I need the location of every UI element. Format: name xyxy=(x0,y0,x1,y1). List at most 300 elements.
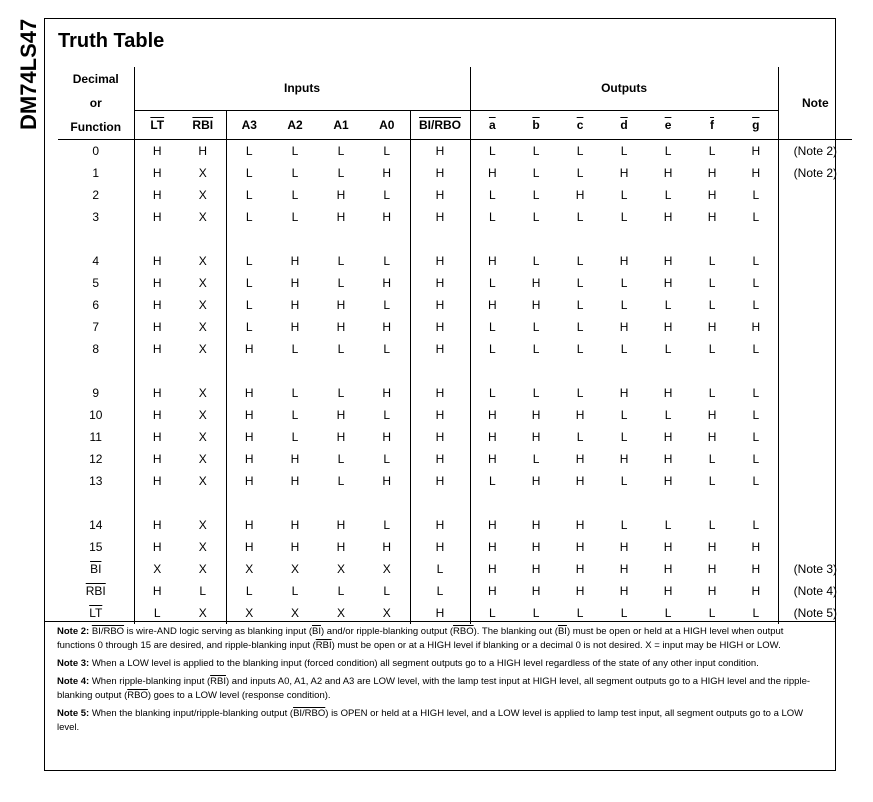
col-header-c: $\overline{c}$ xyxy=(558,110,602,139)
value-cell: H xyxy=(663,166,673,180)
spacer-cell xyxy=(410,228,470,250)
value-cell: X xyxy=(153,562,162,576)
value-cell: L xyxy=(291,144,299,158)
spacer-row xyxy=(58,228,852,250)
value-cell: L xyxy=(410,580,470,602)
value-cell: H xyxy=(364,206,410,228)
value-cell: H xyxy=(410,448,470,470)
value-cell: L xyxy=(620,188,628,202)
note-ref-cell xyxy=(778,206,852,228)
note-text: $\overline{RBI}$ xyxy=(315,640,332,651)
spacer-cell xyxy=(690,360,734,382)
value-cell: H xyxy=(487,452,497,466)
value-cell: H xyxy=(734,536,778,558)
table-row xyxy=(58,184,852,206)
value-cell: H xyxy=(531,276,541,290)
value-cell: H xyxy=(244,452,254,466)
value-cell: H xyxy=(410,536,470,558)
value-cell: H xyxy=(487,166,497,180)
value-cell: L xyxy=(364,140,410,163)
value-cell: H xyxy=(410,338,470,360)
value-cell: H xyxy=(364,426,410,448)
table-row xyxy=(58,206,852,228)
value-cell: H xyxy=(410,382,470,404)
value-cell: H xyxy=(290,474,300,488)
note-ref-cell: (Note 4) xyxy=(793,584,838,598)
spacer-cell xyxy=(364,360,410,382)
value-cell: L xyxy=(153,606,161,620)
value-cell: L xyxy=(532,452,540,466)
value-cell: L xyxy=(245,276,253,290)
spacer-cell xyxy=(558,360,602,382)
value-cell: H xyxy=(364,162,410,184)
value-cell: L xyxy=(620,474,628,488)
value-cell: L xyxy=(245,210,253,224)
value-cell: H xyxy=(336,540,346,554)
value-cell: H xyxy=(619,166,629,180)
note-label: Note 3: xyxy=(57,658,90,669)
col-header-rbi: $\overline{RBI}$ xyxy=(180,110,226,139)
value-cell: L xyxy=(664,518,672,532)
value-cell: L xyxy=(488,276,496,290)
value-cell: L xyxy=(620,430,628,444)
value-cell: H xyxy=(619,452,629,466)
value-cell: H xyxy=(663,562,673,576)
value-cell: L xyxy=(708,452,716,466)
value-cell: L xyxy=(734,382,778,404)
value-cell: H xyxy=(410,162,470,184)
note-ref-cell: (Note 2) xyxy=(793,166,838,180)
value-cell: H xyxy=(734,162,778,184)
value-cell: L xyxy=(576,298,584,312)
value-cell: L xyxy=(364,580,410,602)
col-header-e: $\overline{e}$ xyxy=(646,110,690,139)
value-cell: H xyxy=(410,184,470,206)
note-text: When the blanking input/ripple-blanking output ( xyxy=(91,708,294,719)
value-cell: H xyxy=(707,408,717,422)
col-header-lt: $\overline{LT}$ xyxy=(134,110,180,139)
value-cell: H xyxy=(663,452,673,466)
col-header-b: $\overline{b}$ xyxy=(514,110,558,139)
spacer-row xyxy=(58,492,852,514)
spacer-cell xyxy=(134,492,180,514)
table-row xyxy=(58,580,852,602)
value-cell: X xyxy=(180,338,226,360)
value-cell: L xyxy=(576,342,584,356)
note-label: Note 5: xyxy=(57,708,90,719)
value-cell: L xyxy=(291,210,299,224)
value-cell: H xyxy=(619,562,629,576)
value-cell: L xyxy=(576,320,584,334)
value-cell: H xyxy=(244,474,254,488)
value-cell: H xyxy=(707,540,717,554)
spacer-cell xyxy=(514,492,558,514)
value-cell: L xyxy=(291,188,299,202)
function-cell: 2 xyxy=(58,184,134,206)
value-cell: H xyxy=(152,474,162,488)
value-cell: H xyxy=(619,320,629,334)
table-row xyxy=(58,162,852,184)
table-row xyxy=(58,470,852,492)
value-cell: H xyxy=(180,140,226,163)
value-cell: H xyxy=(707,584,717,598)
value-cell: H xyxy=(619,386,629,400)
value-cell: X xyxy=(364,602,410,624)
value-cell: L xyxy=(488,188,496,202)
value-cell: H xyxy=(152,518,162,532)
value-cell: H xyxy=(663,386,673,400)
value-cell: L xyxy=(576,276,584,290)
value-cell: L xyxy=(664,606,672,620)
page-title: Truth Table xyxy=(58,30,165,52)
spacer-cell xyxy=(470,360,514,382)
value-cell: H xyxy=(152,320,162,334)
value-cell: L xyxy=(708,254,716,268)
notes-section xyxy=(57,625,817,739)
value-cell: X xyxy=(364,558,410,580)
value-cell: L xyxy=(337,254,345,268)
value-cell: H xyxy=(244,342,254,356)
value-cell: H xyxy=(336,298,346,312)
value-cell: L xyxy=(664,144,672,158)
note-paragraph xyxy=(57,675,817,703)
value-cell: H xyxy=(410,426,470,448)
value-cell: H xyxy=(152,452,162,466)
value-cell: H xyxy=(575,474,585,488)
spacer-cell xyxy=(646,360,690,382)
value-cell: X xyxy=(336,562,345,576)
value-cell: H xyxy=(531,474,541,488)
value-cell: L xyxy=(364,448,410,470)
side-title-text: DM74LS47 xyxy=(16,18,41,130)
value-cell: X xyxy=(245,562,254,576)
value-cell: H xyxy=(663,430,673,444)
value-cell: H xyxy=(152,408,162,422)
value-cell: H xyxy=(290,298,300,312)
value-cell: X xyxy=(180,250,226,272)
value-cell: L xyxy=(488,210,496,224)
value-cell: H xyxy=(663,276,673,290)
value-cell: L xyxy=(708,386,716,400)
value-cell: L xyxy=(245,298,253,312)
value-cell: L xyxy=(488,386,496,400)
value-cell: L xyxy=(337,276,345,290)
col-header-f: $\overline{f}$ xyxy=(690,110,734,139)
value-cell: L xyxy=(708,342,716,356)
value-cell: H xyxy=(734,580,778,602)
value-cell: L xyxy=(337,452,345,466)
function-cell: $\overline{LT}$ xyxy=(58,602,134,624)
value-cell: L xyxy=(488,474,496,488)
decimal-header-line1: Decimal xyxy=(72,72,119,86)
spacer-cell xyxy=(58,492,134,514)
value-cell: H xyxy=(734,316,778,338)
value-cell: X xyxy=(180,382,226,404)
function-cell: 13 xyxy=(58,470,134,492)
value-cell: L xyxy=(364,404,410,426)
function-cell: 11 xyxy=(58,426,134,448)
table-row xyxy=(58,426,852,448)
function-cell: 12 xyxy=(58,448,134,470)
col-header-a: $\overline{a}$ xyxy=(470,110,514,139)
note-text: $\overline{BI}$ xyxy=(312,626,321,637)
value-cell: L xyxy=(576,254,584,268)
value-cell: L xyxy=(734,250,778,272)
value-cell: H xyxy=(152,254,162,268)
value-cell: H xyxy=(575,518,585,532)
function-cell: 5 xyxy=(58,272,134,294)
value-cell: H xyxy=(575,408,585,422)
value-cell: H xyxy=(152,342,162,356)
spacer-cell xyxy=(734,492,778,514)
value-cell: L xyxy=(337,474,345,488)
value-cell: L xyxy=(532,166,540,180)
value-cell: X xyxy=(245,606,254,620)
value-cell: L xyxy=(245,144,253,158)
value-cell: H xyxy=(410,470,470,492)
value-cell: H xyxy=(619,254,629,268)
value-cell: H xyxy=(244,430,254,444)
note-text: ). The blanking out ( xyxy=(473,626,558,637)
note-ref-cell: (Note 2) xyxy=(793,144,838,158)
value-cell: H xyxy=(336,408,346,422)
table-row xyxy=(58,338,852,360)
value-cell: H xyxy=(531,518,541,532)
spacer-cell xyxy=(690,492,734,514)
notes-divider xyxy=(45,621,835,622)
value-cell: L xyxy=(488,320,496,334)
value-cell: H xyxy=(410,316,470,338)
value-cell: L xyxy=(664,188,672,202)
table-row xyxy=(58,558,852,580)
spacer-cell xyxy=(364,492,410,514)
value-cell: H xyxy=(619,584,629,598)
value-cell: H xyxy=(290,320,300,334)
value-cell: H xyxy=(290,540,300,554)
note-ref-cell xyxy=(778,448,852,470)
spacer-cell xyxy=(318,360,364,382)
value-cell: L xyxy=(576,606,584,620)
value-cell: H xyxy=(290,452,300,466)
spacer-cell xyxy=(514,360,558,382)
note-paragraph xyxy=(57,707,817,735)
value-cell: L xyxy=(532,342,540,356)
value-cell: L xyxy=(291,166,299,180)
value-cell: H xyxy=(707,430,717,444)
value-cell: L xyxy=(364,338,410,360)
value-cell: H xyxy=(290,518,300,532)
spacer-cell xyxy=(180,360,226,382)
value-cell: H xyxy=(531,562,541,576)
spacer-cell xyxy=(226,492,272,514)
value-cell: L xyxy=(532,188,540,202)
value-cell: H xyxy=(152,298,162,312)
note-ref-cell xyxy=(778,272,852,294)
spacer-cell xyxy=(778,228,852,250)
value-cell: H xyxy=(152,584,162,598)
note-ref-cell xyxy=(778,536,852,558)
value-cell: L xyxy=(488,342,496,356)
spacer-cell xyxy=(602,492,646,514)
col-header-g: $\overline{g}$ xyxy=(734,110,778,139)
function-cell: $\overline{RBI}$ xyxy=(58,580,134,602)
spacer-cell xyxy=(180,492,226,514)
value-cell: H xyxy=(487,408,497,422)
value-cell: H xyxy=(244,540,254,554)
value-cell: L xyxy=(734,514,778,536)
value-cell: L xyxy=(532,144,540,158)
value-cell: L xyxy=(620,518,628,532)
table-row xyxy=(58,448,852,470)
value-cell: L xyxy=(734,602,778,624)
value-cell: H xyxy=(487,562,497,576)
inputs-header: Inputs xyxy=(134,67,470,110)
note-ref-cell xyxy=(778,316,852,338)
value-cell: H xyxy=(663,254,673,268)
value-cell: X xyxy=(180,514,226,536)
value-cell: H xyxy=(663,540,673,554)
value-cell: L xyxy=(708,298,716,312)
value-cell: H xyxy=(575,540,585,554)
value-cell: H xyxy=(152,430,162,444)
spacer-cell xyxy=(514,228,558,250)
spacer-cell xyxy=(646,492,690,514)
decimal-header-line3: Function xyxy=(70,120,122,134)
value-cell: H xyxy=(531,584,541,598)
value-cell: H xyxy=(364,316,410,338)
value-cell: H xyxy=(364,470,410,492)
table-row xyxy=(58,514,852,536)
function-cell: 10 xyxy=(58,404,134,426)
value-cell: H xyxy=(290,276,300,290)
value-cell: L xyxy=(180,580,226,602)
value-cell: H xyxy=(152,276,162,290)
value-cell: H xyxy=(707,562,717,576)
value-cell: L xyxy=(620,298,628,312)
note-text: $\overline{BI}$ xyxy=(557,626,567,637)
value-cell: L xyxy=(734,184,778,206)
spacer-cell xyxy=(226,228,272,250)
value-cell: L xyxy=(245,188,253,202)
function-cell: 7 xyxy=(58,316,134,338)
value-cell: H xyxy=(152,210,162,224)
function-cell: $\overline{BI}$ xyxy=(58,558,134,580)
spacer-cell xyxy=(410,360,470,382)
value-cell: X xyxy=(180,470,226,492)
decimal-header-line2: or xyxy=(89,96,102,110)
note-label: Note 2: xyxy=(57,626,90,637)
value-cell: H xyxy=(575,584,585,598)
value-cell: L xyxy=(576,386,584,400)
col-header-a3: A3 xyxy=(226,110,272,139)
value-cell: H xyxy=(663,584,673,598)
value-cell: X xyxy=(180,558,226,580)
note-text: $\overline{RBI}$ xyxy=(210,676,226,687)
value-cell: H xyxy=(487,430,497,444)
value-cell: L xyxy=(708,144,716,158)
value-cell: H xyxy=(410,250,470,272)
value-cell: H xyxy=(663,210,673,224)
col-header-a0: A0 xyxy=(364,110,410,139)
table-row xyxy=(58,536,852,558)
value-cell: L xyxy=(245,320,253,334)
table-row xyxy=(58,294,852,316)
value-cell: L xyxy=(532,386,540,400)
value-cell: L xyxy=(488,606,496,620)
note-ref-cell xyxy=(778,404,852,426)
value-cell: L xyxy=(708,518,716,532)
value-cell: L xyxy=(245,584,253,598)
spacer-cell xyxy=(602,228,646,250)
value-cell: X xyxy=(180,294,226,316)
function-cell: 4 xyxy=(58,250,134,272)
value-cell: L xyxy=(664,298,672,312)
value-cell: X xyxy=(180,448,226,470)
function-cell: 6 xyxy=(58,294,134,316)
value-cell: L xyxy=(532,254,540,268)
value-cell: H xyxy=(336,320,346,334)
value-cell: L xyxy=(337,166,345,180)
value-cell: H xyxy=(152,166,162,180)
value-cell: X xyxy=(180,536,226,558)
value-cell: L xyxy=(532,606,540,620)
value-cell: L xyxy=(410,558,470,580)
spacer-cell xyxy=(272,492,318,514)
value-cell: H xyxy=(410,206,470,228)
spacer-cell xyxy=(318,492,364,514)
note-text: ) and inputs A0, A1, A2 and A3 are LOW level, with the lamp test input at HIGH level, all segment outputs go to a HIGH level and the ripple-blanking output ( xyxy=(57,676,811,701)
value-cell: H xyxy=(410,140,470,163)
value-cell: L xyxy=(708,474,716,488)
value-cell: H xyxy=(707,320,717,334)
value-cell: H xyxy=(575,188,585,202)
note-text: When ripple-blanking input ( xyxy=(91,676,211,687)
value-cell: L xyxy=(620,144,628,158)
note-text: When a LOW level is applied to the blanking input (forced condition) all segment outputs go to a HIGH level regardless of the state of any other input condition. xyxy=(91,658,759,669)
value-cell: X xyxy=(180,426,226,448)
value-cell: H xyxy=(487,518,497,532)
value-cell: H xyxy=(707,188,717,202)
note-text: ) must be open or held at a HIGH level when output functions 0 through 15 are desired, and ripple-blanking input ( xyxy=(57,626,784,651)
value-cell: H xyxy=(410,294,470,316)
value-cell: H xyxy=(663,474,673,488)
col-header-a1: A1 xyxy=(318,110,364,139)
value-cell: H xyxy=(364,272,410,294)
value-cell: L xyxy=(734,404,778,426)
spacer-row xyxy=(58,360,852,382)
table-row xyxy=(58,382,852,404)
value-cell: L xyxy=(576,144,584,158)
value-cell: H xyxy=(364,382,410,404)
note-ref-cell xyxy=(778,250,852,272)
table-row xyxy=(58,250,852,272)
function-cell: 1 xyxy=(58,162,134,184)
value-cell: H xyxy=(531,540,541,554)
value-cell: H xyxy=(152,540,162,554)
value-cell: X xyxy=(336,606,345,620)
value-cell: H xyxy=(734,558,778,580)
value-cell: L xyxy=(734,470,778,492)
function-cell: 3 xyxy=(58,206,134,228)
value-cell: L xyxy=(734,294,778,316)
value-cell: H xyxy=(707,210,717,224)
value-cell: H xyxy=(364,536,410,558)
spacer-cell xyxy=(558,228,602,250)
note-text: BI/RBO xyxy=(293,708,326,719)
spacer-cell xyxy=(58,228,134,250)
spacer-cell xyxy=(364,228,410,250)
note-ref-cell xyxy=(778,184,852,206)
